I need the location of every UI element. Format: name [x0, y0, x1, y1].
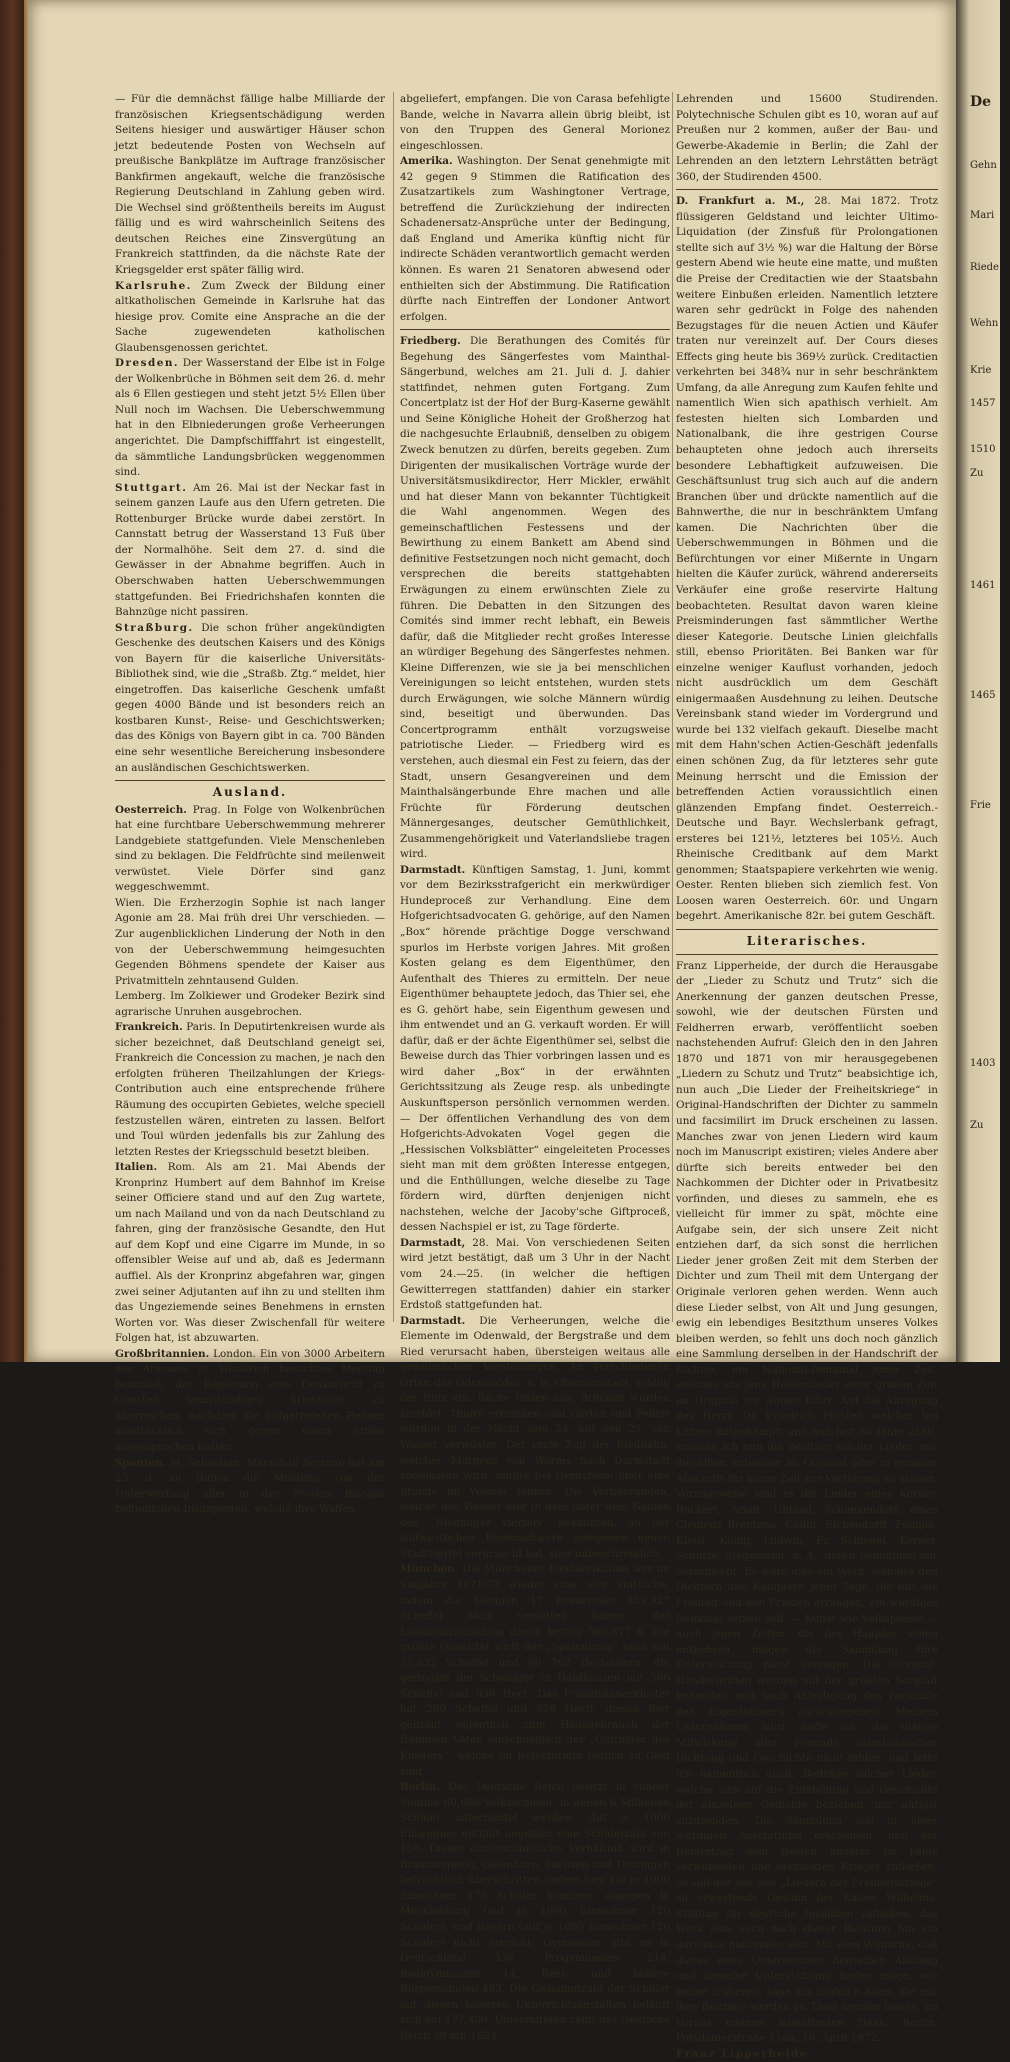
article-spanien: Spanien. St. Sebastian. Marschall Serrano hat am 25. d. zu Bilboa die Meldung von der Unterwerfung aller in der Provinz Biscaya befindlichen Insurgenten, welche ihre Waffen [115, 1456, 385, 1516]
signature-lipperheide: Franz Lipperheide. [676, 2047, 813, 2060]
facing-page-edge [956, 0, 1000, 1362]
article-darmstadt-3: Darmstadt. Die Verheerungen, welche die Elemente im Odenwald, der Bergstraße und dem Ried verursacht haben, übersteigen weitaus alle gewöhnlichen Vorstellungen. An verschiedenen Orten des Odenwaldes, z. B. Oberramstadt, schlug der Blitz ein. Bäche traten aus, Brücken wurden zerstört. Thiere ertranken und Gärten und Felder wurden in der Nacht vom 24. auf den 25. von Wasser verwüstet. Der erste Zug der Riedbahn, welcher Morgens von Worms nach Darmstadt abgelassen wird, mußte bei Gernsheim über eine Stunde im Wasser fahren. Die Verheerungen, welche das Wasser hier in dem unter dem Namen des „Niedunger viertels“ bekannten, an der südwestlichen Bodenschwere gelegenen neuen Stadtviertel verursacht hat, sind unbeschreiblich. [400, 1314, 670, 1560]
article-frankreich: Frankreich. Paris. In Deputirtenkreisen wurde als sicher bezeichnet, daß Deutschland geneigt sei, Frankreich die Concession zu machen, je nach den erfolgten früheren Theilzahlungen der Kriegs-Contribution auch eine entsprechende frühere Räumung des occupirten Gebietes, welche speciell festzustellen wären, eintreten zu lassen. Belfort und Toul würden jedenfalls bis zur Zahlung des letzten Restes der Kriegsschuld besetzt bleiben. [115, 1021, 385, 1158]
article-spanien-cont: abgeliefert, empfangen. Die von Carasa befehligte Bande, welche in Navarra allein übrig bleibt, ist von den Truppen des General Morionez eingeschlossen. [400, 93, 670, 152]
facing-fragment: Zu [970, 468, 984, 479]
facing-fragment: 1510 [970, 444, 996, 455]
facing-fragment: Wehn [970, 318, 999, 329]
facing-fragment: 1465 [970, 690, 996, 701]
article-intro: — Für die demnächst fällige halbe Milliarde der französischen Kriegsentschädigung werden Seitens hiesiger und auswärtiger Häuser schon jetzt bedeutende Posten von Wechseln auf preußische Bankplätze im Auftrage französischer Bankfirmen angekauft, welche die französische Regierung Deutschland in Zahlung geben wird. Die Wechsel sind größtentheils bereits im August fällig und es wird wahrscheinlich Seitens des deutschen Reiches eine Zinsvergütung an Frankreich stattfinden, da die nächste Rate der Kriegsgelder erst später fällig wird. [115, 93, 385, 277]
facing-fragment: Gehn [970, 160, 997, 171]
article-darmstadt-1: Darmstadt. Künftigen Samstag, 1. Juni, kommt vor dem Bezirksstrafgericht ein merkwürdiger Hundeproceß zur Verhandlung. Eine dem Hofgerichtsadvocaten G. gehörige, auf den Namen „Box“ hörende prächtige Dogge verschwand spurlos im Herbste vorigen Jahres. Mit großen Kosten gelang es dem Eigenthümer, den Aufenthalt des Thieres zu ermitteln. Der neue Eigenthümer behauptete jedoch, das Thier sei, ehe es G. gehört habe, sein Eigenthum gewesen und ihm entwendet und an G. verkauft worden. Er will dafür, daß er der ächte Eigenthümer sei, selbst die Beweise durch das Thier vorbringen lassen und es wird daher „Box“ in der erwähnten Gerichtssitzung als Zeuge resp. als unbedingte Auskunftsperson persönlich vernommen werden. — Der öffentlichen Verhandlung des von dem Hofgerichts-Advokaten Vogel gegen die „Hessischen Volksblätter“ eingeleiteten Processes sieht man mit dem größten Interesse entgegen, und die Enthüllungen, welche dieselbe zu Tage fördern wird, dürften denjenigen nicht nachstehen, welche der Jacoby'sche Giftproceß, dessen Nachspiel er ist, zu Tage förderte. [400, 863, 671, 1234]
article-wien: Wien. Die Erzherzogin Sophie ist nach langer Agonie am 28. Mai früh drei Uhr verschieden. — Zur augenblicklichen Linderung der Noth in den von der Ueberschwemmung heimgesuchten Gegenden Böhmens spendete der Kaiser aus Privatmitteln zehntausend Gulden. [115, 896, 385, 987]
facing-fragment: Mari [970, 210, 995, 221]
divider [400, 329, 670, 330]
facing-fragment: 1403 [970, 1058, 996, 1069]
facing-fragment: 1457 [970, 398, 996, 409]
facing-fragment: Zu [970, 1120, 984, 1131]
article-strassburg: Straßburg. Die schon früher angekündigten Geschenke des deutschen Kaisers und des Königs von Bayern für die kaiserliche Universitäts-Bibliothek sind, wie die „Straßb. Ztg.“ meldet, hier eingetroffen. Das kaiserliche Geschenk umfaßt gegen 4000 Bände und ist besonders reich an kostbaren Kunst-, Reise- und Geschichtswerken; das des Königs von Bayern gibt in ca. 700 Bänden eine sehr wesentliche Bereicherung insbesondere an ausländischen Geschichtswerken. [115, 621, 385, 774]
article-berlin: Berlin. Das Deutsche Reich besitzt in runder Summe 60,000 Volksschulen, in denen 6 Millionen Schüler unterrichtet werden. Auf je 1000 Einwohner entfällt ungefähr eine Schülerzahl von 150. Dieses durchschnittliche Verhältniß wird in Braunschweig, Oldenburg, Sachsen und Thüringen beträchtlich überschritten, indem hier auf je 1000 Einwohner 175 Schüler kommen; dagegen in Mecklenburg (auf je 1000 Einwohner 120 Schüler), und Bayern (auf je 1000 Einwohner 126 Schüler) nicht erreicht. Gymnasien gibt es in Deutschland 330, Progymnasien 214, Realgymnasien 14, Real- und höhere Bürgerschulen 483. Die Gesammtzahl der Schüler auf diesen höheren Unterrichtsanstalten beläuft sich auf 177,400. Universitäten zählt das Deutsche Reich 20 mit 1624 [400, 1781, 670, 2042]
facing-fragment: Riede [970, 262, 999, 273]
facing-fragment: Frie [970, 800, 991, 811]
article-grossbritannien: Großbritannien. London. Ein von 3000 Arbeitern des Arsenals zu Woolwich besuchtes Meeting beschloß, der Regierung eine Denkschrift zu Gunsten neunstündiger Arbeitszeit zu überreichen, nachdem die aufgetretenen Redner ausdrücklich sich gegen einen Strike ausgesprochen hatten. [115, 1347, 385, 1454]
section-title-ausland: Ausland. [212, 785, 288, 800]
article-literarisches: Franz Lipperheide, der durch die Herausgabe der „Lieder zu Schutz und Trutz“ sich die Anerkennung der ganzen deutschen Presse, sowohl, wie der deutschen Fürsten und Feldherren erwarb, veröffentlicht soeben nachstehenden Aufruf: Gleich den in den Jahren 1870 und 1871 von mir herausgegebenen „Liedern zu Schutz und Trutz“ beabsichtige ich, nun auch „Die Lieder der Freiheitskriege“ in Original-Handschriften der Dichter zu sammeln und facsimilirt im Druck erscheinen zu lassen. Manches zwar von jenen Liedern wird kaum noch im Manuscript existiren; vieles Andere aber dürfte sich bereits entweder bei den Nachkommen der Dichter oder in Privatbesitz vorfinden, und dieses zu sammeln, ehe es vielleicht für immer zu spät, möchte eine Aufgabe sein, der sich unsere Zeit nicht entziehen darf, da sich sonst die herrlichen Lieder jener großen Zeit mit dem Sterben der Dichter und zum Theil mit dem Untergang der Originale verloren gehen werden. Wenn auch diese Lieder selbst, von Alt und Jung gesungen, ewig ein lebendiges Besitzthum unseres Volkes bleiben werden, so fehlt uns doch noch gänzlich eine Sammlung derselben in der Handschrift der Dichter, ein National-Denkmal jener Zeit, welches uns jene Heldenlieder einer großen Zeit im Original vor Augen führt. Auf die Anregung des Herrn Dr. Friedrich Förster, welcher bei Lützen mitgekämpft und nun fast 80 Jahre zählt, ersuche ich nun die Besitzer solcher Lieder, mir dieselben entweder im Original oder in genauer Abschrift für kurze Zeit zur Verfügung zu stellen. Vorzugsweise sind es die Lieder eines Körner, Rückert, Arndt, Uhland, Schenkendorf, eines Clemens Brentano, Collin, Eichendorff, Fouqué, Kleist, König, Ludwig, Fr. Schlegel, Kerner, Schulze, Stägemann, u. A., deren Sammlung mir vorschwebt. Es wäre dies ein Werk, welches den Dichtern und Kämpfern jener Tage, die uns die Freiheit und den Frieden errangen, ein würdiges Denkmal setzen soll. — Kunst wie Volkspoesie — auch jenen Zeiten, die des Hauptes schon entbehren, mögen der Sammlung Ihre Unterstützung nicht versagen. Die Original-Handschriften werden mit der größten Sorgfalt behandelt und nach Anfertigung des Facsimile den Eigenthümern zurückgegeben. Meinem Unternehmen wird, hoffe ich, die thätige Mitwirkung aller Freunde vaterländischer Dichtung und Geschichte nicht fehlen, und bitte ich namentlich auch, Beiträge solcher Lieder, welche sich auf die Entstehung und Geschichte der einzelnen Gedichte beziehen, mir gütigst zuzusenden. Die Sammlung soll in einer würdigen Ausstattung erscheinen, und der Reinertrag dem Besten unserer im Felde verwundeten und erkrankten Krieger zufließen; so soll der aus den „Liedern der Freiheitskriege“ zu erwartende Gewinn der Kaiser Wilhelms-Stiftung für deutsche Invaliden zufließen, das Werk also auch nach dieser Richtung hin ein durchaus nationales sein. Mit dem Wunsche, daß dieses neue Unternehmen denselben Anklang und dieselbe Unterstützung finden möge, wie meine früheren, sage ich zugleich Allen, die mir ihre Beiträge werden zu Theil werden lassen, im Voraus meinen lebhaftesten Dank. Berlin, Potsdamerstraße 116a, 10. April 1872. [676, 959, 938, 2045]
divider [676, 954, 938, 955]
column-rule [393, 92, 394, 1322]
facing-fragment: 1461 [970, 580, 996, 591]
divider [676, 189, 938, 190]
article-lemberg: Lemberg. Im Zolkiewer und Grodeker Bezirk sind agrarische Unruhen ausgebrochen. [115, 990, 385, 1018]
column-rule [672, 92, 673, 1322]
article-muenchen: München. Die Münchener Bierfabrikation war im Sudjahre 1871/72 wieder eine sehr stattliche, indem die hiesigen 17 Brauereien 289,927 Scheffel Malz versotten haben; der Lokalmalzaufschlag davon betrug 560,877 fl. Die größte Quantität wirft der „Spatenbräu“ nach mit 31,832 Scheffel und 60 762 Hectolitern, die geringste die Schwaiger in Haidhausen mit 506 Scheffel und 636 Hect. Das Franziskanerkloster hat 260 Scheffel und 358 Hectl. dieses Bier gebraut eigentlich zum Hausgebrauch der frommen Väter, einschließlich der „Gutthäter des Klosters“, welche im Refectorium täglich zu Gast sind. [400, 1563, 670, 1778]
column-1 [115, 92, 385, 1516]
article-italien: Italien. Rom. Als am 21. Mai Abends der Kronprinz Humbert auf dem Bahnhof im Kreise seiner Officiere stand und auf den Zug wartete, um nach Mailand und von da nach Deutschland zu fahren, ging der französische Gesandte, den Hut auf dem Kopf und eine Cigarre im Munde, in so offensibler Weise auf und ab, daß es Jedermann auffiel. Als der Kronprinz abgefahren war, gingen zwei seiner Adjutanten auf ihn zu und stellten ihm das Ungeziemende seines Benehmens in ernsten Worten vor. Was dieser Zwischenfall für weitere Folgen hat, ist abzuwarten. [115, 1161, 385, 1345]
article-darmstadt-2: Darmstadt, 28. Mai. Von verschiedenen Seiten wird jetzt bestätigt, daß um 3 Uhr in der Nacht vom 24.—25. (in welcher die heftigen Gewitterregen stattfanden) dahier ein starker Erdstoß stattgefunden hat. [400, 1236, 670, 1312]
article-stuttgart: Stuttgart. Am 26. Mai ist der Neckar fast in seinem ganzen Laufe aus den Ufern getreten. Die Rottenburger Brücke wurde dabei zerstört. In Cannstatt betrug der Wasserstand 13 Fuß über der Normalhöhe. Seit dem 27. d. sind die Gewässer in der Abnahme begriffen. Auch in Oberschwaben hatten Ueberschwemmungen stattgefunden. Bei Friedrichshafen konnten die Bahnzüge nicht passiren. [115, 481, 385, 619]
article-dresden: Dresden. Der Wasserstand der Elbe ist in Folge der Wolkenbrüche in Böhmen seit dem 26. d. mehr als 6 Ellen gestiegen und steht jetzt 5½ Ellen über Null noch im Wachsen. Die Ueberschwemmung hat in den Elbniederungen große Verheerungen angerichtet. Die Dampfschifffahrt ist eingestellt, da sämmtliche Landungsbrücken weggenommen sind. [115, 357, 385, 479]
article-berlin-cont: Lehrenden und 15600 Studirenden. Polytechnische Schulen gibt es 10, woran auf auf Preußen nur 2 kommen, außer der Bau- und Gewerbe-Akademie in Berlin; die Zahl der Lehrenden an den letztern Lehrstätten beträgt 360, der Studirenden 4500. [676, 93, 938, 183]
divider [115, 780, 385, 781]
divider [676, 929, 938, 930]
section-title-literarisches: Literarisches. [746, 933, 868, 948]
article-amerika: Amerika. Washington. Der Senat genehmigte mit 42 gegen 9 Stimmen die Ratification des Zusatzartikels zum Washingtoner Vertrage, betreffend die Zurückziehung der indirecten Schadenersatz-Ansprüche unter der Bedingung, daß England und Amerika künftig nicht für indirecte Schäden verantwortlich gemacht werden können. Es waren 21 Senatoren abwesend oder enthielten sich der Abstimmung. Die Ratification dürfte nach Eintreffen der Londoner Antwort erfolgen. [400, 155, 670, 323]
facing-fragment: Krie [970, 365, 992, 376]
facing-fragment: De [970, 94, 992, 110]
column-2 [400, 92, 671, 2042]
article-friedberg: Friedberg. Die Berathungen des Comités für Begehung des Sängerfestes vom Mainthal-Sängerbund, welches am 21. Juli d. J. dahier stattfindet, nehmen guten Fortgang. Zum Concertplatz ist der Hof der Burg-Kaserne gewählt und Seine Königliche Hoheit der Großherzog hat die nachgesuchte Erlaubniß, denselben zu obigem Zweck benutzen zu dürfen, bereits gegeben. Zum Dirigenten der musikalischen Vorträge wurde der Universitätsmusikdirector, Herr Mickler, erwählt und hat dieser Mann von bekannter Tüchtigkeit die Wahl angenommen. Wegen des gemeinschaftlichen Festessens und der Bewirthung zu einem Bankett am Abend sind definitive Festsetzungen noch nicht gemacht, doch versprechen die bereits stattgehabten Erwägungen zu einem erwünschten Ziele zu führen. Die Debatten in den Sitzungen des Comités sind immer recht lebhaft, ein Beweis dafür, daß die Mitglieder recht großes Interesse an würdiger Begehung des Sängerfestes nehmen. Kleine Differenzen, wie sie ja bei menschlichen Vereinigungen so leicht entstehen, wurden stets durch Erwägungen, wie solche Männern würdig sind, beseitigt und überwunden. Das Concertprogramm enthält vorzugsweise patriotische Lieder. — Friedberg wird es verstehen, auch diesmal ein Fest zu feiern, das der Stadt, unsern Gesangvereinen und dem Mainthalsängerbunde Ehre machen und alle Früchte für Förderung deutschen Männergesanges, deutscher Gemüthlichkeit, Zusammengehörigkeit und Vaterlandsliebe tragen wird. [400, 335, 670, 861]
column-3 [676, 92, 938, 2060]
article-oesterreich: Oesterreich. Prag. In Folge von Wolkenbrüchen hat eine furchtbare Ueberschwemmung mehrerer Landgebiete stattgefunden. Viele Menschenleben sind zu beklagen. Die Feldfrüchte sind meilenweit verwüstet. Viele Dörfer sind ganz weggeschwemmt. [115, 803, 385, 894]
article-karlsruhe: Karlsruhe. Zum Zweck der Bildung einer altkatholischen Gemeinde in Karlsruhe hat das hiesige prov. Comite eine Ansprache an die der Sache zugewendeten katholischen Glaubensgenossen gerichtet. [115, 279, 385, 354]
article-frankfurt: D. Frankfurt a. M., 28. Mai 1872. Trotz flüssigeren Geldstand und leichter Ultimo-Liquidation (der Zinsfuß für Prolongationen stellte sich auf 3½ %) war die Haltung der Börse gestern Abend wie heute eine matte, und mußten die Preise der Creditactien wie der Staatsbahn weitere Einbußen erleiden. Namentlich letztere waren sehr gedrückt in Folge des nahenden Bezugstages für die neuen Actien und Käufer traten nur vereinzelt auf. Der Cours dieses Effects ging heute bis 369½ zurück. Creditactien verkehrten bei 348¾ nur in sehr beschränktem Umfang, da alle Anregung zum Kaufen fehlte und namentlich Wien sich apathisch verhielt. Am festesten hielten sich Lombarden und Nationalbank, die ihre gestrigen Course behaupteten ohne jedoch auch ihrerseits besondere Lebhaftigkeit aufzuweisen. Die Geschäftsunlust trug sich auch auf die andern Branchen über und drückte namentlich auf die Bahnwerthe, die nur in beschränktem Umfang kamen. Die Nachrichten über die Ueberschwemmungen in Böhmen und die Befürchtungen vor einer Mißernte in Ungarn hielten die Käufer zurück, während andererseits Verkäufer eine große reservirte Haltung beobachteten. Resultat davon waren kleine Preisminderungen fast sämmtlicher Werthe dieser Kategorie. Deutsche Linien gleichfalls still, ebenso Prioritäten. Bei Banken war für einzelne weniger Kauflust vorhanden, jedoch nicht ausdrücklich um dem Geschäft einigermaaßen Ausdehnung zu leihen. Deutsche Vereinsbank stand wieder im Vordergrund und wurde bei 132 vielfach gekauft. Dieselbe macht mit dem Hahn'schen Actien-Geschäft jedenfalls einen schönen Zug, da für letzteres sehr gute Meinung herrscht und die Emission der betreffenden Actien voraussichtlich einen glänzenden Empfang findet. Oesterreich.-Deutsche und Bayr. Wechslerbank gefragt, ersteres bei 121½, letzteres bei 105½. Auch Rheinische Creditbank auf dem Markt genommen; Staatspapiere verkehrten wie wenig. Oester. Renten blieben sich ziemlich fest. Von Loosen waren Oesterreich. 60r. und Ungarn begehrt. Amerikanische 82r. bei gutem Geschäft. [676, 195, 938, 923]
